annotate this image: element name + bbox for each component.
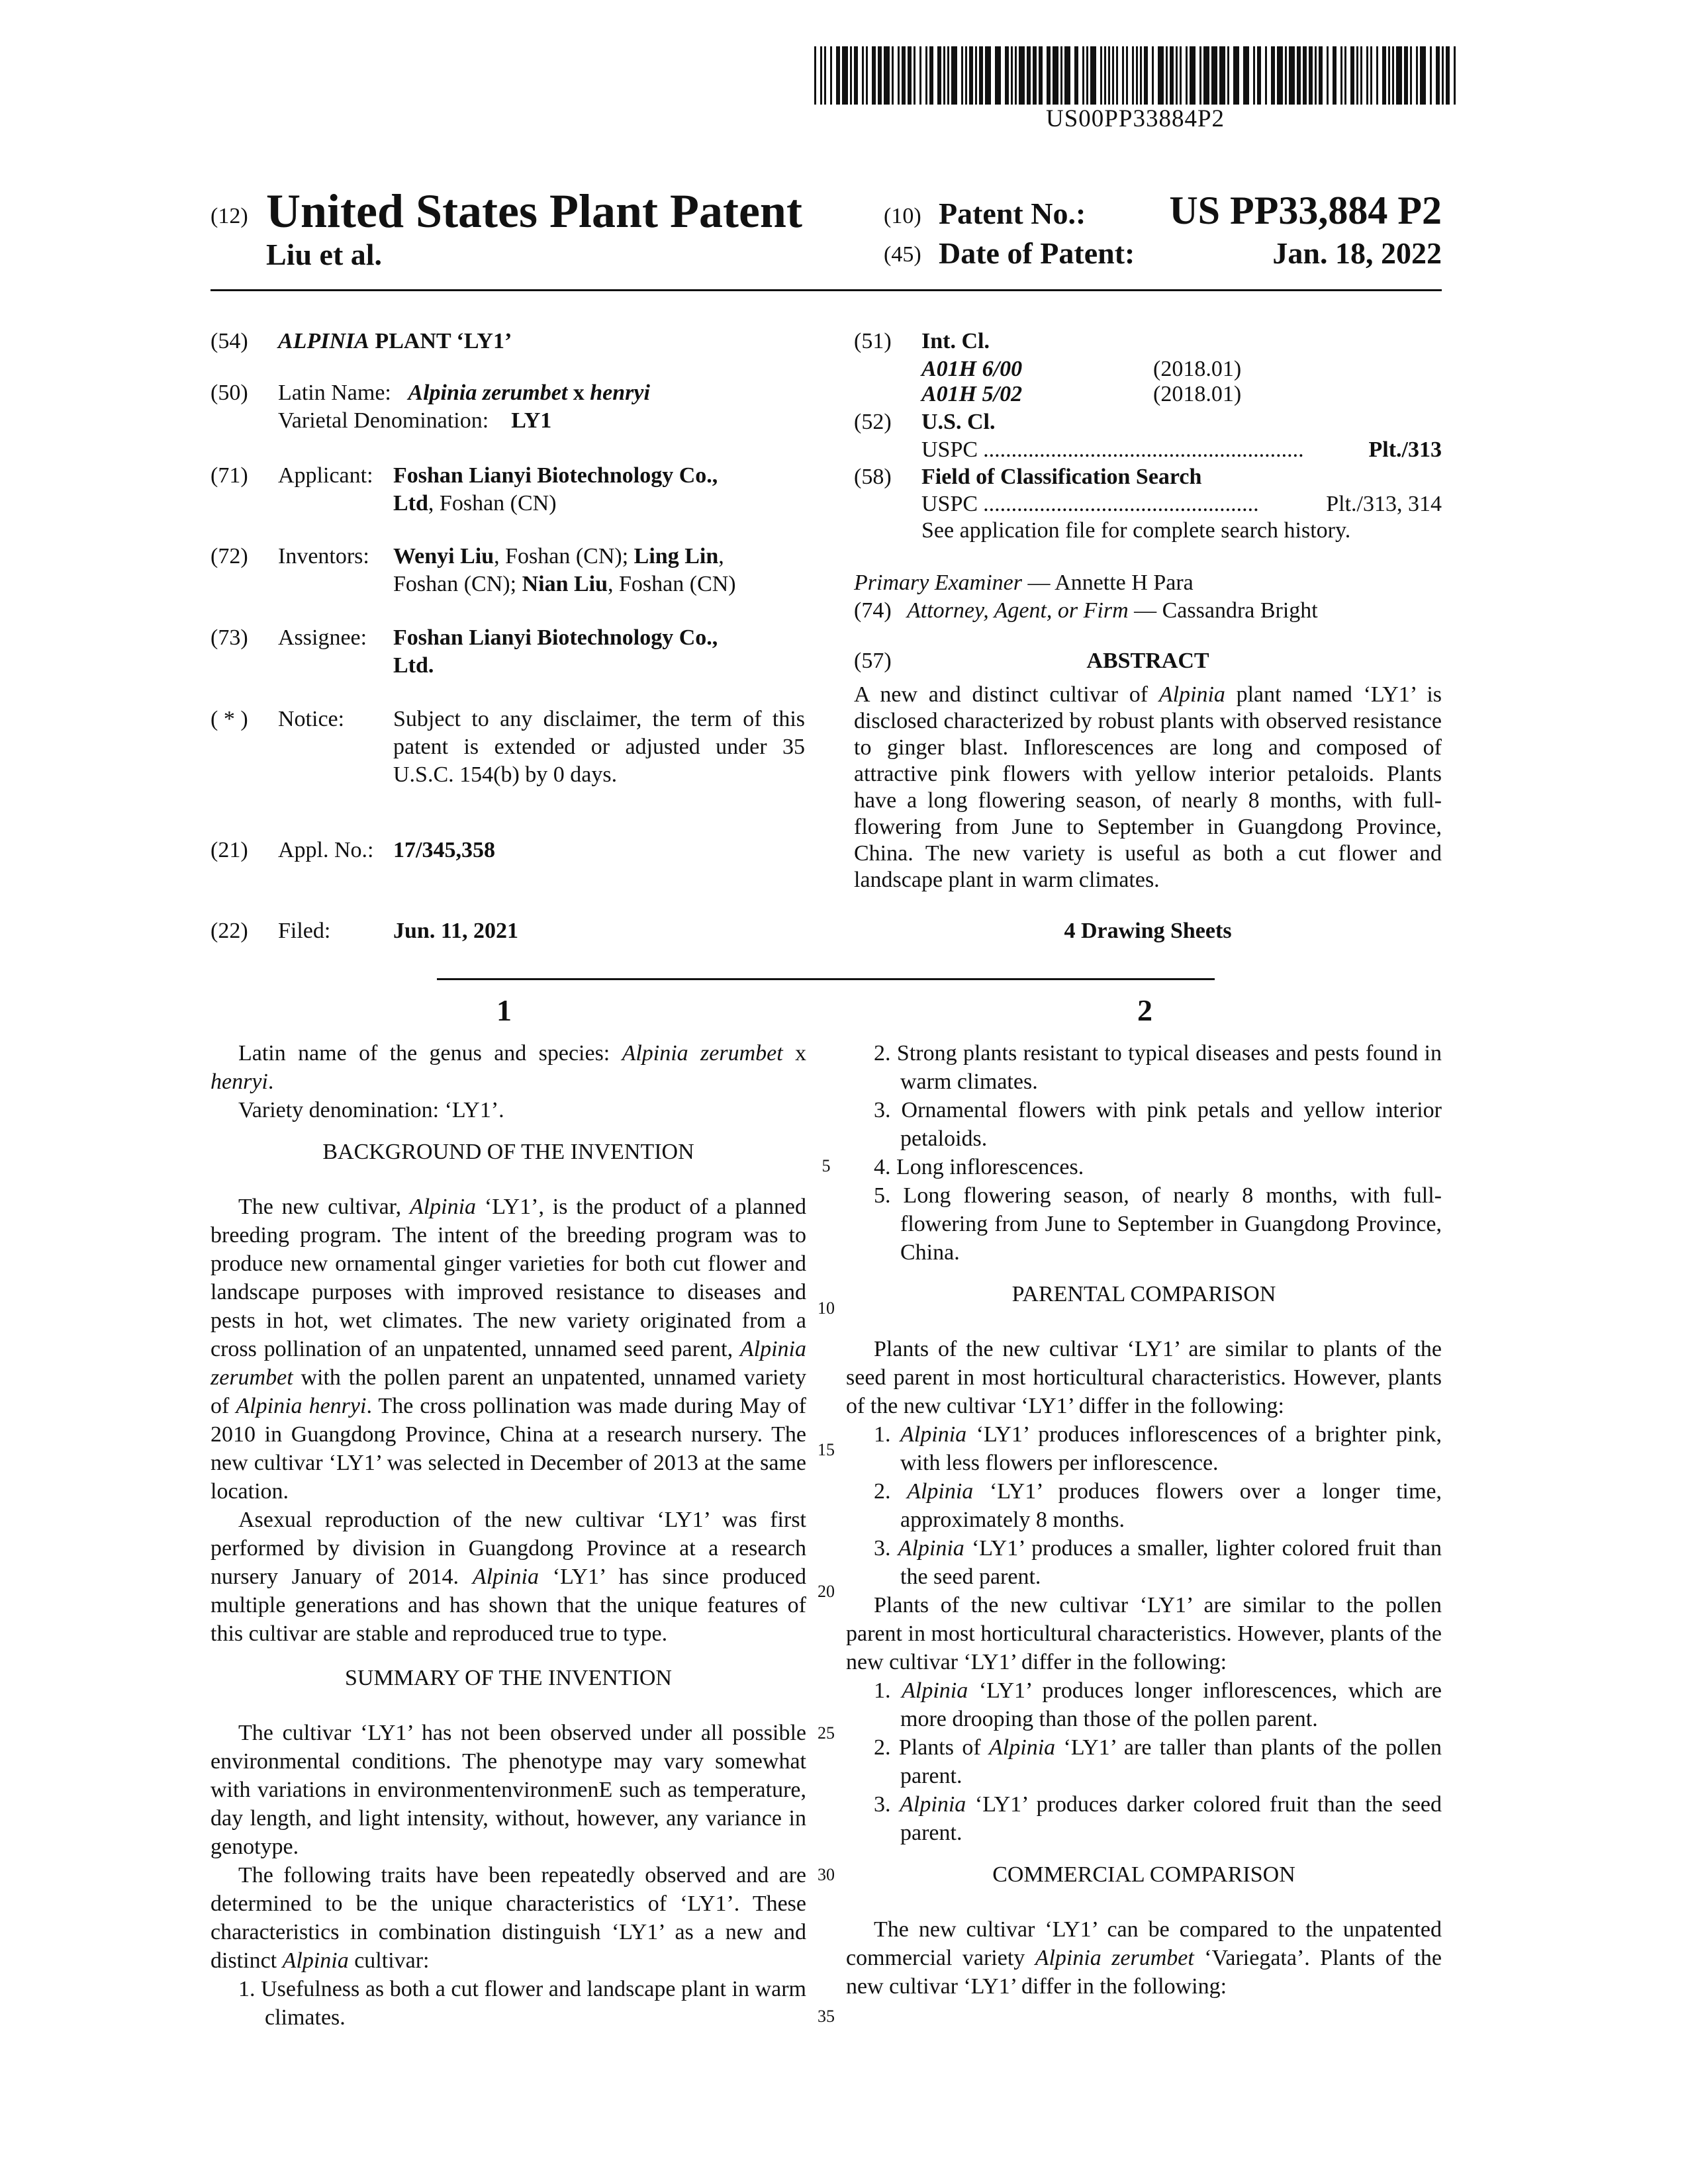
- trait-list-item-2: 2. Strong plants resistant to typical diseases and pests found in warm climates.: [874, 1041, 1442, 1094]
- barcode-bar: [1436, 46, 1440, 105]
- barcode-bar: [892, 46, 894, 105]
- column-number-1: 1: [496, 993, 512, 1027]
- code-73: (73): [211, 625, 248, 650]
- filed-label: Filed:: [278, 919, 331, 943]
- barcode-bar: [969, 46, 973, 105]
- notice-text: Subject to any disclaimer, the term of this patent is extended or adjusted under 35 U.S.C. 154(b) by 0 days.: [393, 707, 805, 787]
- barcode: [814, 46, 1456, 105]
- int-cl-2-date: (2018.01): [1153, 382, 1242, 406]
- line-number: 20: [818, 1582, 835, 1601]
- code-21: (21): [211, 838, 248, 862]
- barcode-bar: [1315, 46, 1317, 105]
- barcode-bar: [1454, 46, 1456, 105]
- code-45: (45): [884, 242, 921, 267]
- barcode-bar: [1360, 46, 1362, 105]
- patent-date: Jan. 18, 2022: [1272, 236, 1442, 270]
- barcode-bar: [1033, 46, 1037, 105]
- barcode-bar: [1186, 46, 1188, 105]
- barcode-bar: [1442, 46, 1444, 105]
- barcode-bar: [1344, 46, 1346, 105]
- barcode-bar: [1350, 46, 1354, 105]
- barcode-bar: [929, 46, 933, 105]
- barcode-bar: [1227, 46, 1229, 105]
- barcode-bar: [1203, 46, 1209, 105]
- barcode-bar: [1116, 46, 1118, 105]
- barcode-bar: [1176, 46, 1178, 105]
- barcode-bar: [1257, 46, 1261, 105]
- line-number: 35: [818, 2007, 835, 2026]
- line-number: 5: [821, 1156, 831, 1175]
- barcode-bar: [985, 46, 991, 105]
- seed-parent-diff-1: 1. Alpinia ‘LY1’ produces inflorescences of a brighter pink, with less flowers per inflorescence.: [874, 1422, 1442, 1475]
- date-label: Date of Patent:: [939, 236, 1135, 270]
- applicant-label: Applicant:: [278, 463, 373, 488]
- barcode-bar: [1015, 46, 1017, 105]
- barcode-bar: [1376, 46, 1378, 105]
- barcode-bar: [1370, 46, 1372, 105]
- code-71: (71): [211, 463, 248, 488]
- barcode-bar: [1410, 46, 1412, 105]
- barcode-bar: [1219, 46, 1225, 105]
- column-number-2: 2: [1137, 993, 1152, 1027]
- barcode-bar: [854, 46, 858, 105]
- barcode-bar: [1136, 46, 1138, 105]
- barcode-bar: [1158, 46, 1164, 105]
- barcode-bar: [1333, 46, 1336, 105]
- barcode-bar: [814, 46, 816, 105]
- summary-paragraph-2: The following traits have been repeatedly observed and are determined to be the unique characteristics of ‘LY1’. These characteristics in combination distinguish ‘LY1’ as a new and distinct Alpinia cultivar:: [211, 1863, 806, 1973]
- barcode-bar: [1420, 46, 1426, 105]
- barcode-bar: [1144, 46, 1148, 105]
- barcode-bar: [878, 46, 882, 105]
- authors: Liu et al.: [266, 238, 383, 271]
- barcode-bar: [1090, 46, 1096, 105]
- barcode-bar: [925, 46, 927, 105]
- barcode-bar: [1074, 46, 1078, 105]
- filed-date: Jun. 11, 2021: [393, 919, 518, 943]
- barcode-bar: [1190, 46, 1196, 105]
- primary-examiner: Primary Examiner — Annette H Para: [854, 570, 1194, 595]
- trait-list-item-4: 4. Long inflorescences.: [874, 1155, 1084, 1179]
- patent-type-title: United States Plant Patent: [266, 185, 802, 238]
- assignee: Foshan Lianyi Biotechnology Co., Ltd.: [393, 625, 718, 678]
- attorney: Attorney, Agent, or Firm — Cassandra Bright: [907, 598, 1318, 623]
- int-cl-2: A01H 5/02: [921, 382, 1023, 406]
- pollen-parent-diff-3: 3. Alpinia ‘LY1’ produces darker colored fruit than the seed parent.: [874, 1792, 1442, 1845]
- trait-list-item-1: 1. Usefulness as both a cut flower and landscape plant in warm climates.: [238, 1977, 806, 2030]
- heading-summary: SUMMARY OF THE INVENTION: [345, 1666, 672, 1690]
- code-10: (10): [884, 204, 921, 228]
- barcode-bar: [1170, 46, 1174, 105]
- barcode-bar: [842, 46, 848, 105]
- barcode-bar: [872, 46, 876, 105]
- code-notice: ( * ): [211, 707, 248, 731]
- search-history-note: See application file for complete search history.: [921, 518, 1351, 543]
- trait-list-item-5: 5. Long flowering season, of nearly 8 months, with full-flowering from June to September in Guangdong Province, China.: [874, 1183, 1442, 1265]
- code-22: (22): [211, 919, 248, 943]
- barcode-bar: [1180, 46, 1182, 105]
- code-51: (51): [854, 329, 892, 353]
- line-number: 25: [818, 1723, 835, 1743]
- barcode-bar: [1211, 46, 1217, 105]
- barcode-bar: [1430, 46, 1432, 105]
- parental-paragraph-2: Plants of the new cultivar ‘LY1’ are similar to the pollen parent in most horticultural characteristics. However, plants of the new cultivar ‘LY1’ differ in the following:: [846, 1593, 1442, 1674]
- barcode-bar: [965, 46, 967, 105]
- barcode-bar: [975, 46, 977, 105]
- barcode-bar: [830, 46, 832, 105]
- body-rule: [437, 978, 1215, 980]
- barcode-bar: [947, 46, 949, 105]
- barcode-bar: [1446, 46, 1450, 105]
- barcode-bar: [1303, 46, 1307, 105]
- barcode-bar: [1404, 46, 1408, 105]
- barcode-bar: [836, 46, 840, 105]
- barcode-bar: [951, 46, 957, 105]
- patent-no-label: Patent No.:: [939, 197, 1086, 230]
- trait-list-item-3: 3. Ornamental flowers with pink petals and yellow interior petaloids.: [874, 1098, 1442, 1151]
- barcode-bar: [1416, 46, 1418, 105]
- barcode-bar: [1289, 46, 1295, 105]
- varietal-denomination: Varietal Denomination: LY1: [278, 408, 552, 433]
- barcode-bar: [1086, 46, 1088, 105]
- barcode-bar: [1112, 46, 1114, 105]
- barcode-bar: [850, 46, 852, 105]
- barcode-bar: [1100, 46, 1102, 105]
- code-12: (12): [211, 204, 248, 228]
- barcode-bar: [1340, 46, 1342, 105]
- barcode-bar: [1277, 46, 1283, 105]
- heading-commercial-comparison: COMMERCIAL COMPARISON: [992, 1862, 1295, 1887]
- barcode-bar: [1126, 46, 1128, 105]
- int-cl-1: A01H 6/00: [921, 357, 1023, 381]
- line-number: 15: [818, 1440, 835, 1459]
- barcode-bar: [943, 46, 945, 105]
- barcode-bar: [961, 46, 963, 105]
- barcode-bar: [1140, 46, 1142, 105]
- inventors: Wenyi Liu, Foshan (CN); Ling Lin, Foshan (CN); Nian Liu, Foshan (CN): [393, 544, 736, 596]
- barcode-bar: [1243, 46, 1249, 105]
- pollen-parent-diff-2: 2. Plants of Alpinia ‘LY1’ are taller than plants of the pollen parent.: [874, 1735, 1442, 1788]
- latin-genus-paragraph: Latin name of the genus and species: Alpinia zerumbet x henryi.: [211, 1041, 806, 1094]
- code-50: (50): [211, 381, 248, 405]
- background-paragraph-1: The new cultivar, Alpinia ‘LY1’, is the product of a planned breeding program. The intent of the breeding program was to produce new ornamental ginger varieties for both cut flower and landscape purposes with improved resistance to diseases and pests in hot, wet climates. The new variety originated from a cross pollination of an unpatented, unnamed seed parent, Alpinia zerumbet with the pollen parent an unpatented, unnamed variety of Alpinia henryi. The cross pollination was made during May of 2010 in Guangdong Province, China at a research nursery. The new cultivar ‘LY1’ was selected in December of 2013 at the same location.: [211, 1195, 806, 1504]
- int-cl-1-date: (2018.01): [1153, 357, 1242, 381]
- barcode-bar: [1122, 46, 1124, 105]
- invention-title: ALPINIA PLANT ‘LY1’: [278, 329, 512, 353]
- field-search-label: Field of Classification Search: [921, 465, 1202, 489]
- heading-background: BACKGROUND OF THE INVENTION: [322, 1140, 694, 1164]
- barcode-bar: [1019, 46, 1025, 105]
- barcode-number: US00PP33884P2: [1045, 105, 1225, 132]
- barcode-bar: [908, 46, 912, 105]
- barcode-bar: [919, 46, 921, 105]
- barcode-bar: [995, 46, 1001, 105]
- barcode-bar: [979, 46, 983, 105]
- barcode-bar: [902, 46, 906, 105]
- barcode-bar: [1104, 46, 1106, 105]
- barcode-bar: [1392, 46, 1394, 105]
- code-74: (74): [854, 598, 892, 623]
- summary-paragraph-1: The cultivar ‘LY1’ has not been observed under all possible environmental conditions. The phenotype may vary somewhat with variations in environmentenvironmenE such as temperature, day length, and light intensity, without, however, any variance in genotype.: [211, 1721, 806, 1859]
- barcode-bar: [1064, 46, 1070, 105]
- barcode-bar: [884, 46, 890, 105]
- barcode-bar: [1396, 46, 1402, 105]
- barcode-bar: [1253, 46, 1255, 105]
- barcode-bar: [1319, 46, 1323, 105]
- abstract-text: A new and distinct cultivar of Alpinia plant named ‘LY1’ is disclosed characterized by robust plants with observed resistance to ginger blast. Inflorescences are long and composed of attractive pink flowers with yellow interior petaloids. Plants have a long flowering season, of nearly 8 months, with full-flowering from June to September in Guangdong Province, China. The new variety is useful as both a cut flower and landscape plant in warm climates.: [854, 682, 1442, 892]
- pollen-parent-diff-1: 1. Alpinia ‘LY1’ produces longer inflorescences, which are more drooping than those of the pollen parent.: [874, 1678, 1442, 1731]
- line-number: 10: [818, 1298, 835, 1318]
- code-72: (72): [211, 544, 248, 569]
- barcode-bar: [1285, 46, 1287, 105]
- drawing-sheets: 4 Drawing Sheets: [1064, 919, 1232, 943]
- barcode-bar: [1388, 46, 1390, 105]
- inventors-label: Inventors:: [278, 544, 369, 569]
- barcode-bar: [1297, 46, 1301, 105]
- barcode-bar: [1382, 46, 1386, 105]
- barcode-bar: [1199, 46, 1201, 105]
- latin-name: Latin Name: Alpinia zerumbet x henryi: [278, 381, 650, 405]
- barcode-bar: [1327, 46, 1329, 105]
- barcode-bar: [866, 46, 868, 105]
- barcode-bar: [1027, 46, 1031, 105]
- barcode-bar: [862, 46, 864, 105]
- background-paragraph-2: Asexual reproduction of the new cultivar ‘LY1’ was first performed by division in Guangdong Province at a research nursery January of 2014. Alpinia ‘LY1’ has since produced multiple generations and has shown that the unique features of this cultivar are stable and reproduced true to type.: [211, 1508, 806, 1646]
- code-52: (52): [854, 410, 892, 434]
- us-cl-line: USPC ......................................................... Plt./313: [921, 437, 1442, 462]
- barcode-bar: [1082, 46, 1084, 105]
- barcode-bar: [914, 46, 915, 105]
- code-58: (58): [854, 465, 892, 489]
- seed-parent-diff-3: 3. Alpinia ‘LY1’ produces a smaller, lighter colored fruit than the seed parent.: [874, 1536, 1442, 1589]
- barcode-bar: [1366, 46, 1368, 105]
- parental-paragraph-1: Plants of the new cultivar ‘LY1’ are similar to plants of the seed parent in most horticultural characteristics. However, plants of the new cultivar ‘LY1’ differ in the following:: [846, 1337, 1442, 1418]
- patent-number: US PP33,884 P2: [1169, 189, 1442, 232]
- abstract-heading: ABSTRACT: [1086, 649, 1209, 673]
- barcode-bar: [1152, 46, 1154, 105]
- notice-label: Notice:: [278, 707, 345, 731]
- barcode-bar: [1047, 46, 1051, 105]
- appl-no-label: Appl. No.:: [278, 838, 374, 862]
- column-1: [211, 1039, 806, 2032]
- barcode-bar: [898, 46, 900, 105]
- code-54: (54): [211, 329, 248, 353]
- seed-parent-diff-2: 2. Alpinia ‘LY1’ produces flowers over a longer time, approximately 8 months.: [874, 1479, 1442, 1532]
- applicant: Foshan Lianyi Biotechnology Co., Ltd, Foshan (CN): [393, 463, 718, 516]
- assignee-label: Assignee:: [278, 625, 367, 650]
- appl-no: 17/345,358: [393, 838, 495, 862]
- barcode-bar: [1108, 46, 1110, 105]
- barcode-bar: [1053, 46, 1058, 105]
- barcode-bar: [1265, 46, 1267, 105]
- barcode-bar: [1233, 46, 1239, 105]
- barcode-bar: [820, 46, 822, 105]
- header-rule: [211, 289, 1442, 291]
- barcode-bar: [1271, 46, 1275, 105]
- barcode-bar: [1166, 46, 1168, 105]
- field-search-line: USPC ................................................. Plt./313, 314: [921, 492, 1442, 516]
- line-number: 30: [818, 1865, 835, 1884]
- barcode-bar: [824, 46, 826, 105]
- us-cl-label: U.S. Cl.: [921, 410, 996, 434]
- barcode-bar: [1132, 46, 1134, 105]
- barcode-bar: [1039, 46, 1043, 105]
- barcode-bar: [1060, 46, 1062, 105]
- column-2: [846, 1039, 1442, 2001]
- variety-denomination-paragraph: Variety denomination: ‘LY1’.: [238, 1098, 504, 1122]
- barcode-bar: [1011, 46, 1013, 105]
- barcode-bar: [1356, 46, 1358, 105]
- code-57: (57): [854, 649, 892, 673]
- barcode-bar: [1309, 46, 1313, 105]
- int-cl-label: Int. Cl.: [921, 329, 990, 353]
- barcode-bar: [937, 46, 941, 105]
- commercial-paragraph: The new cultivar ‘LY1’ can be compared to the unpatented commercial variety Alpinia zerumbet ‘Variegata’. Plants of the new cultivar ‘LY1’ differ in the following:: [846, 1917, 1442, 1999]
- barcode-bar: [1005, 46, 1009, 105]
- heading-parental-comparison: PARENTAL COMPARISON: [1011, 1282, 1276, 1306]
